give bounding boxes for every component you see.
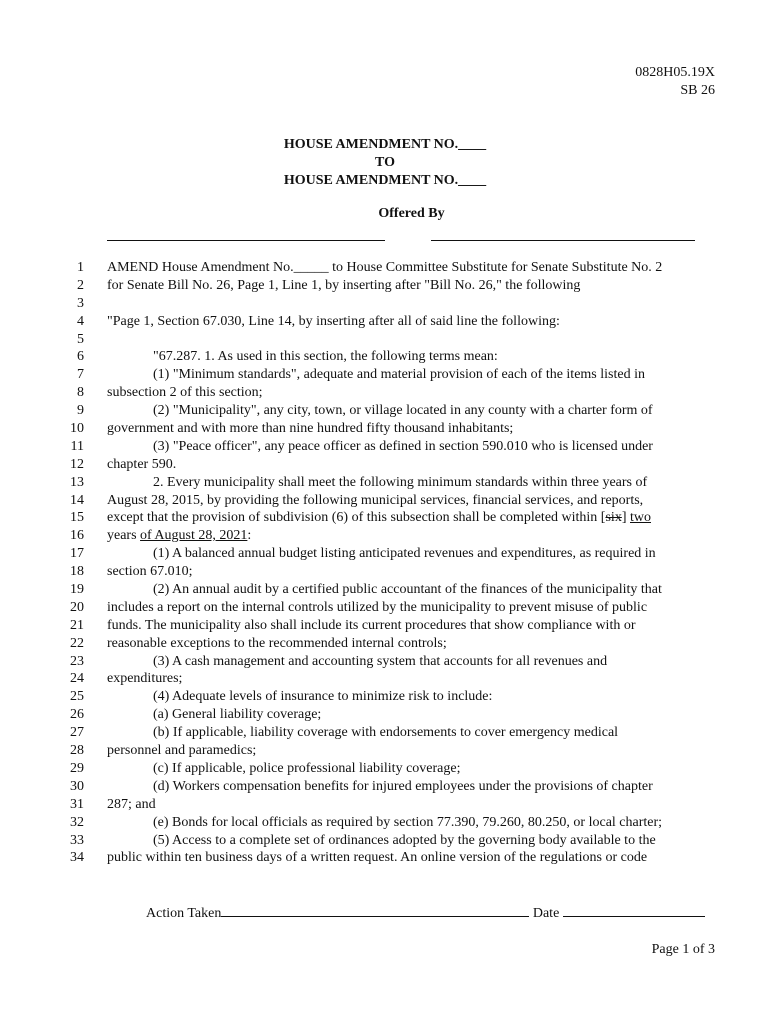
- line-number: 3: [77, 295, 84, 311]
- action-taken-row: [146, 906, 705, 922]
- line-text: (b) If applicable, liability coverage with endorsements to cover emergency medical: [153, 725, 619, 741]
- line-number: 29: [70, 760, 84, 776]
- body-line: [0, 688, 770, 706]
- struck-text: six: [605, 510, 622, 526]
- line-number: 26: [70, 707, 84, 723]
- line-text: subsection 2 of this section;: [107, 385, 263, 401]
- line-number: 11: [70, 438, 84, 454]
- line-number: 24: [70, 671, 84, 687]
- line-number: 17: [70, 546, 84, 562]
- line-text: years of August 28, 2021:: [107, 528, 252, 544]
- bill-number: SB 26: [680, 83, 715, 98]
- body-line: [0, 277, 770, 295]
- line-number: 9: [77, 403, 84, 419]
- line-text: includes a report on the internal controls utilized by the municipality to prevent misuse of public: [107, 599, 648, 615]
- line-number: 14: [70, 492, 84, 508]
- line-number: 16: [70, 528, 84, 544]
- body-line: [0, 384, 770, 402]
- line-text: expenditures;: [107, 671, 183, 687]
- body-line: [0, 509, 770, 527]
- offered-by-label: Offered By: [378, 206, 445, 221]
- body-line: [0, 617, 770, 635]
- line-text: 287; and: [107, 796, 156, 812]
- line-text: government and with more than nine hundred fifty thousand inhabitants;: [107, 421, 514, 437]
- line-text: August 28, 2015, by providing the following municipal services, financial services, and reports,: [107, 492, 644, 508]
- line-number: 25: [70, 689, 84, 705]
- body-line: [0, 670, 770, 688]
- document-id: 0828H05.19X: [635, 65, 715, 80]
- line-number: 28: [70, 743, 84, 759]
- body-line: [0, 456, 770, 474]
- body-line: [0, 832, 770, 850]
- line-text: except that the provision of subdivision (6) of this subsection shall be completed within [six] two: [107, 510, 651, 526]
- line-text: public within ten business days of a written request. An online version of the regulations or code: [107, 850, 648, 866]
- line-text: (2) An annual audit by a certified public accountant of the finances of the municipality that: [153, 582, 662, 598]
- title-line-2: TO: [375, 155, 395, 170]
- body-line: [0, 259, 770, 277]
- line-text: AMEND House Amendment No._____ to House Committee Substitute for Senate Substitute No. 2: [107, 260, 663, 275]
- body-line: [0, 492, 770, 510]
- line-text: (4) Adequate levels of insurance to minimize risk to include:: [153, 689, 493, 705]
- line-number: 33: [70, 832, 84, 848]
- line-text: "67.287. 1. As used in this section, the following terms mean:: [153, 349, 498, 365]
- line-text: chapter 590.: [107, 456, 177, 472]
- line-text: (2) "Municipality", any city, town, or village located in any county with a charter form of: [153, 403, 653, 419]
- body-line: [0, 366, 770, 384]
- line-text: (1) "Minimum standards", adequate and material provision of each of the items listed in: [153, 367, 645, 383]
- line-text: (5) Access to a complete set of ordinances adopted by the governing body available to the: [153, 832, 656, 848]
- line-number: 4: [77, 313, 84, 329]
- sponsor-signature-line-right: [431, 240, 695, 241]
- body-line: [0, 796, 770, 814]
- body-line: [0, 420, 770, 438]
- line-number: 34: [70, 850, 84, 866]
- line-text: (e) Bonds for local officials as required by section 77.390, 79.260, 80.250, or local charter;: [153, 814, 663, 830]
- body-line: [0, 814, 770, 832]
- line-text: "Page 1, Section 67.030, Line 14, by inserting after all of said line the following:: [107, 313, 560, 329]
- line-number: 13: [70, 474, 84, 490]
- line-number: 5: [77, 331, 84, 347]
- body-line: [0, 313, 770, 331]
- line-number: 32: [70, 814, 84, 830]
- action-taken-field: [221, 915, 529, 917]
- title-line-1: HOUSE AMENDMENT NO.____: [283, 137, 487, 152]
- line-text: for Senate Bill No. 26, Page 1, Line 1, by inserting after "Bill No. 26," the following: [107, 277, 581, 293]
- line-text: (d) Workers compensation benefits for injured employees under the provisions of chapter: [153, 778, 653, 794]
- body-line: [0, 760, 770, 778]
- line-number: 1: [77, 260, 84, 275]
- body-line: [0, 438, 770, 456]
- body-line: [0, 563, 770, 581]
- line-number: 23: [70, 653, 84, 669]
- line-text: funds. The municipality also shall include its current procedures that show compliance with or: [107, 617, 636, 633]
- line-number: 15: [70, 510, 84, 526]
- line-text: section 67.010;: [107, 564, 193, 580]
- action-taken-label: Action Taken: [146, 906, 222, 921]
- line-text: reasonable exceptions to the recommended internal controls;: [107, 635, 447, 651]
- amendment-title: [0, 136, 770, 190]
- page-number: Page 1 of 3: [651, 942, 715, 957]
- line-number: 6: [77, 349, 84, 365]
- body-line: [0, 331, 770, 349]
- line-text: (3) "Peace officer", any peace officer as defined in section 590.010 who is licensed under: [153, 438, 653, 454]
- line-text: personnel and paramedics;: [107, 743, 257, 759]
- document-header: [635, 64, 715, 100]
- body-line: [0, 295, 770, 313]
- body-line: [0, 545, 770, 563]
- line-number: 8: [77, 385, 84, 401]
- line-number: 18: [70, 564, 84, 580]
- body-line: [0, 724, 770, 742]
- body-line: [0, 402, 770, 420]
- line-number: 31: [70, 796, 84, 812]
- body-line: [0, 653, 770, 671]
- sponsor-signature-line-left: [107, 240, 385, 241]
- line-number: 21: [70, 617, 84, 633]
- body-line: [0, 635, 770, 653]
- body-line: [0, 527, 770, 545]
- amendment-body: [0, 259, 770, 867]
- line-text: (a) General liability coverage;: [153, 707, 322, 723]
- line-number: 22: [70, 635, 84, 651]
- body-line: [0, 742, 770, 760]
- line-number: 12: [70, 456, 84, 472]
- line-number: 27: [70, 725, 84, 741]
- line-text: (1) A balanced annual budget listing anticipated revenues and expenditures, as required in: [153, 546, 656, 562]
- title-line-3: HOUSE AMENDMENT NO.____: [283, 173, 487, 188]
- body-line: [0, 474, 770, 492]
- line-number: 19: [70, 582, 84, 598]
- body-line: [0, 706, 770, 724]
- body-line: [0, 348, 770, 366]
- body-line: [0, 599, 770, 617]
- body-line: [0, 849, 770, 867]
- line-text: (3) A cash management and accounting system that accounts for all revenues and: [153, 653, 608, 669]
- line-number: 7: [77, 367, 84, 383]
- date-label: Date: [532, 906, 560, 921]
- body-line: [0, 581, 770, 599]
- body-line: [0, 778, 770, 796]
- line-text: 2. Every municipality shall meet the following minimum standards within three years of: [153, 474, 648, 490]
- line-number: 10: [70, 421, 84, 437]
- line-number: 2: [77, 277, 84, 293]
- inserted-text: two: [630, 510, 651, 526]
- date-field: [563, 915, 705, 917]
- line-text: (c) If applicable, police professional liability coverage;: [153, 760, 461, 776]
- line-number: 20: [70, 599, 84, 615]
- inserted-text: of August 28, 2021: [140, 528, 248, 544]
- line-number: 30: [70, 778, 84, 794]
